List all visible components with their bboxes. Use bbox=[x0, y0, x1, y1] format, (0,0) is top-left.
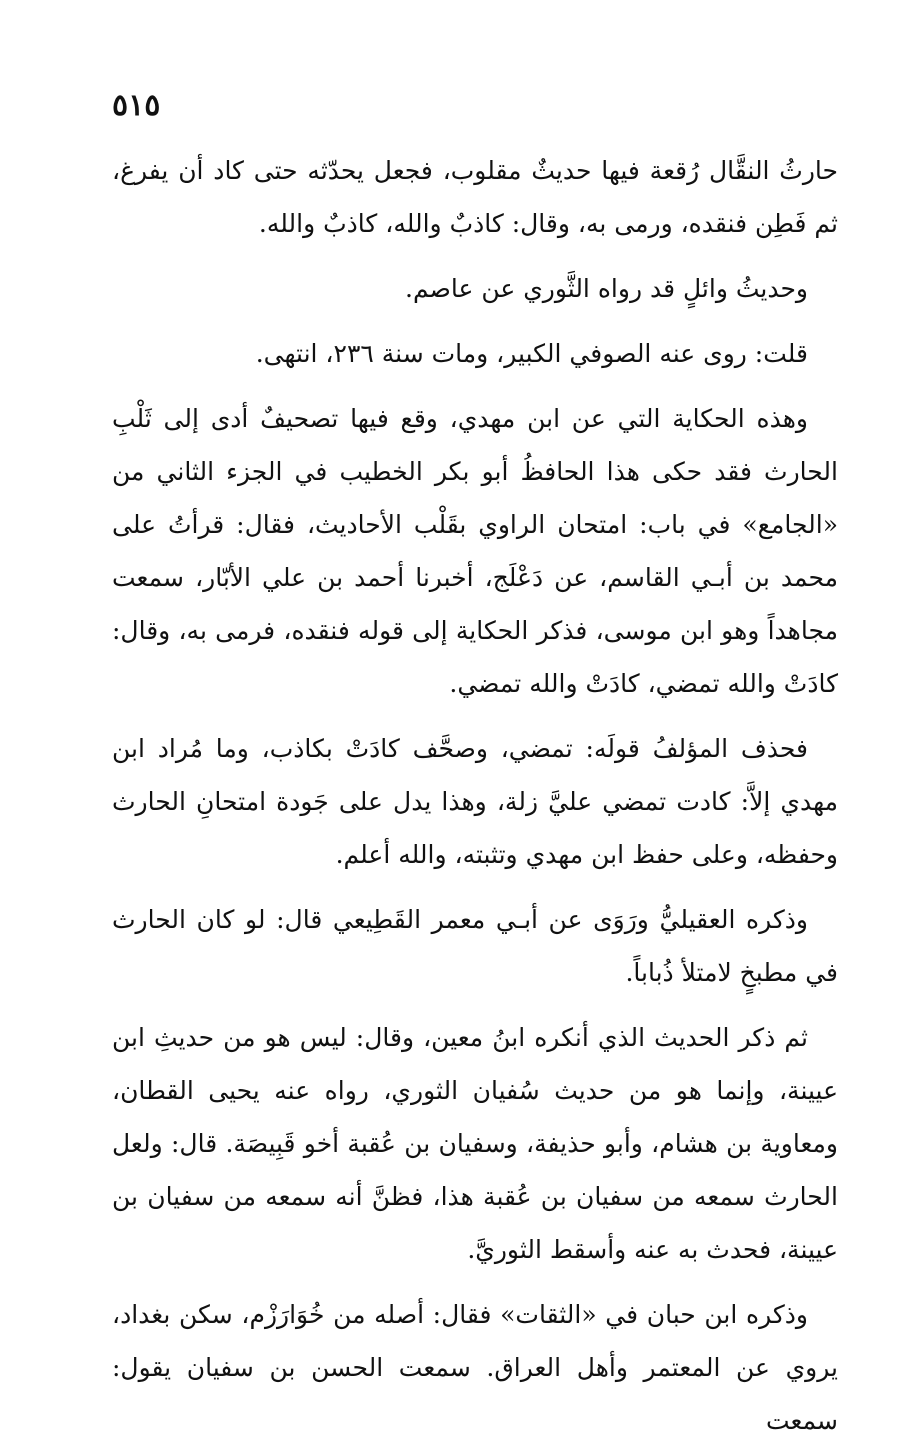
paragraph: وهذه الحكاية التي عن ابن مهدي، وقع فيها تصحيفٌ أدى إلى ثَلْبِ الحارث فقد حكى هذا الحافظُ أبو بكر الخطيب في الجزء الثاني من «الجامع» في باب: امتحان الراوي بقَلْب الأحاديث، فقال: قرأتُ على محمد بن أبـي القاسم، عن دَعْلَج، أخبرنا أحمد بن علي الأبّار، سمعت مجاهداً وهو ابن موسى، فذكر الحكاية إلى قوله فنقده، فرمى به، وقال: كادَتْ والله تمضي، كادَتْ والله تمضي. bbox=[112, 404, 838, 698]
paragraph: وذكره ابن حبان في «الثقات» فقال: أصله من خُوَارَزْم، سكن بغداد، يروي عن المعتمر وأهل العراق. سمعت الحسن بن سفيان يقول: سمعت bbox=[112, 1300, 838, 1435]
paragraph: قلت: روى عنه الصوفي الكبير، ومات سنة ٢٣٦، انتهى. bbox=[255, 339, 808, 368]
page-number: ٥١٥ bbox=[112, 88, 161, 123]
paragraph: ثم ذكر الحديث الذي أنكره ابنُ معين، وقال: ليس هو من حديثِ ابن عيينة، وإنما هو من حديث سُفيان الثوري، رواه عنه يحيى القطان، ومعاوية بن هشام، وأبو حذيفة، وسفيان بن عُقبة أخو قَبِيصَة. قال: ولعل الحارث سمعه من سفيان بن عُقبة هذا، فظنَّ أنه سمعه من سفيان بن عيينة، فحدث به عنه وأسقط الثوريَّ. bbox=[112, 1023, 838, 1264]
paragraph: فحذف المؤلفُ قولَه: تمضي، وصحَّف كادَتْ بكاذب، وما مُراد ابن مهدي إلاَّ: كادت تمضي عليَّ زلة، وهذا يدل على جَودة امتحانِ الحارث وحفظه، وعلى حفظ ابن مهدي وتثبته، والله أعلم. bbox=[112, 734, 838, 869]
paragraph: حارثُ النقَّال رُقعة فيها حديثٌ مقلوب، فجعل يحدّثه حتى كاد أن يفرغ، ثم فَطِن فنقده، ورمى به، وقال: كاذبٌ والله، كاذبٌ والله. bbox=[112, 156, 838, 238]
paragraph: وحديثُ وائلٍ قد رواه الثَّوري عن عاصم. bbox=[405, 274, 808, 303]
body-text bbox=[112, 144, 838, 1447]
paragraph: وذكره العقيليُّ ورَوَى عن أبـي معمر القَطِيعي قال: لو كان الحارث في مطبخٍ لامتلأ ذُباباً. bbox=[112, 905, 838, 987]
